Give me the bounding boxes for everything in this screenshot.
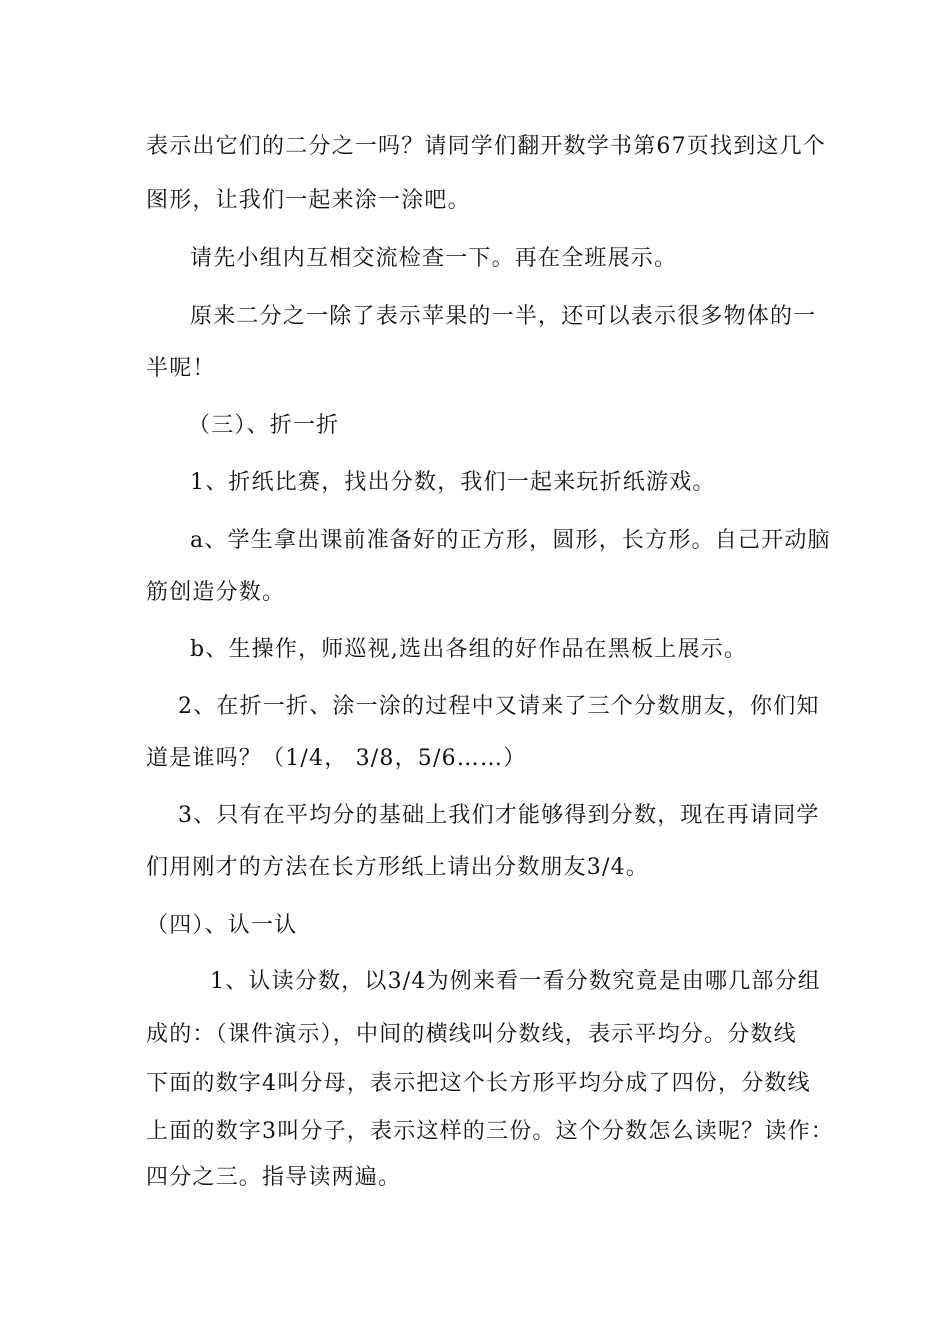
section-heading: （三）、折一折 (188, 413, 340, 438)
text-line: 们用刚才的方法在长方形纸上请出分数朋友3/4。 (146, 855, 650, 880)
text-line: 表示出它们的二分之一吗？请同学们翻开数学书第67页找到这几个 (146, 134, 826, 159)
text-line: 1、折纸比赛，找出分数，我们一起来玩折纸游戏。 (190, 470, 716, 495)
text-line: 半呢！ (146, 356, 216, 381)
text-line: 下面的数字4叫分母，表示把这个长方形平均分成了四份，分数线 (146, 1071, 811, 1096)
text-line: b、生操作，师巡视,选出各组的好作品在黑板上展示。 (190, 637, 748, 662)
text-line: 请先小组内互相交流检查一下。再在全班展示。 (190, 246, 678, 271)
text-line: 上面的数字3叫分子，表示这样的三份。这个分数怎么读呢？读作： (146, 1119, 834, 1144)
text-line: 道是谁吗？（1/4， 3/8，5/6……） (146, 746, 527, 771)
text-line: 原来二分之一除了表示苹果的一半，还可以表示很多物体的一 (190, 304, 817, 329)
text-line: 图形，让我们一起来涂一涂吧。 (146, 188, 471, 213)
text-line: a、学生拿出课前准备好的正方形，圆形，长方形。自己开动脑 (190, 528, 831, 553)
section-heading: （四）、认一认 (146, 913, 298, 938)
text-line: 1、认读分数，以3/4为例来看一看分数究竟是由哪几部分组 (210, 969, 822, 994)
text-line: 成的：（课件演示），中间的横线叫分数线，表示平均分。分数线 (146, 1022, 797, 1047)
text-line: 四分之三。指导读两遍。 (146, 1165, 402, 1190)
text-line: 3、只有在平均分的基础上我们才能够得到分数，现在再请同学 (178, 803, 820, 828)
text-line: 2、在折一折、涂一涂的过程中又请来了三个分数朋友，你们知 (178, 694, 820, 719)
text-line: 筋创造分数。 (146, 580, 286, 605)
